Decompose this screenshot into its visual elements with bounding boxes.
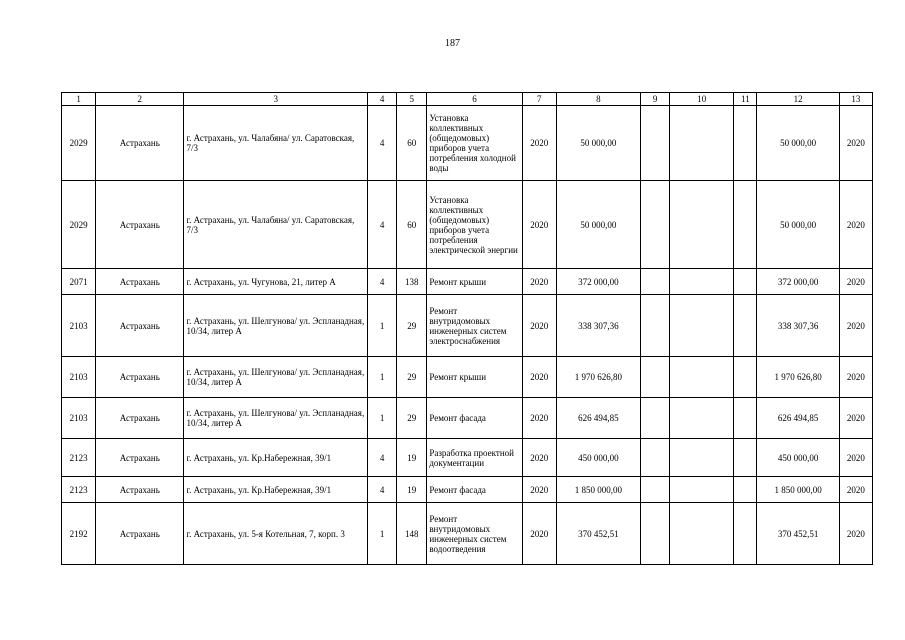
- year-cell: 2020: [522, 503, 556, 565]
- material-cell: 1: [368, 357, 397, 398]
- col9-cell: [641, 357, 670, 398]
- work-type-cell: Ремонт внутридомовых инженерных систем водоотведения: [427, 503, 522, 565]
- cost-cell: 1 970 626,80: [556, 357, 640, 398]
- year-cell: 2020: [522, 439, 556, 477]
- material-cell: 1: [368, 398, 397, 439]
- cost-cell: 50 000,00: [556, 106, 640, 181]
- deadline-cell: 2020: [839, 398, 872, 439]
- floors-cell: 29: [397, 357, 427, 398]
- col10-cell: [670, 398, 734, 439]
- total-cost-cell: 450 000,00: [757, 439, 839, 477]
- table-row: [62, 295, 873, 357]
- col9-cell: [641, 181, 670, 269]
- year-cell: 2020: [522, 357, 556, 398]
- cost-cell: 450 000,00: [556, 439, 640, 477]
- record-id-cell: 2103: [62, 357, 96, 398]
- material-cell: 4: [368, 269, 397, 295]
- locality-cell: Астрахань: [96, 477, 184, 503]
- deadline-cell: 2020: [839, 181, 872, 269]
- register-table: [61, 92, 873, 565]
- address-cell: г. Астрахань, ул. Шелгунова/ ул. Эспланадная, 10/34, литер А: [184, 398, 368, 439]
- table-row: [62, 398, 873, 439]
- col10-cell: [670, 106, 734, 181]
- record-id-cell: 2029: [62, 181, 96, 269]
- total-cost-cell: 370 452,51: [757, 503, 839, 565]
- cost-cell: 50 000,00: [556, 181, 640, 269]
- col11-cell: [734, 295, 757, 357]
- col9-cell: [641, 398, 670, 439]
- work-type-cell: Установка коллективных (общедомовых) приборов учета потребления холодной воды: [427, 106, 522, 181]
- address-cell: г. Астрахань, ул. Кр.Набережная, 39/1: [184, 477, 368, 503]
- work-type-cell: Ремонт фасада: [427, 477, 522, 503]
- year-cell: 2020: [522, 181, 556, 269]
- record-id-cell: 2029: [62, 106, 96, 181]
- deadline-cell: 2020: [839, 106, 872, 181]
- record-id-cell: 2123: [62, 477, 96, 503]
- record-id-cell: 2071: [62, 269, 96, 295]
- column-header: 2: [96, 93, 184, 106]
- col11-cell: [734, 181, 757, 269]
- column-header: 10: [670, 93, 734, 106]
- deadline-cell: 2020: [839, 439, 872, 477]
- table-row: [62, 439, 873, 477]
- material-cell: 4: [368, 181, 397, 269]
- locality-cell: Астрахань: [96, 181, 184, 269]
- locality-cell: Астрахань: [96, 106, 184, 181]
- col9-cell: [641, 439, 670, 477]
- table-row: [62, 181, 873, 269]
- floors-cell: 148: [397, 503, 427, 565]
- year-cell: 2020: [522, 106, 556, 181]
- col11-cell: [734, 269, 757, 295]
- locality-cell: Астрахань: [96, 295, 184, 357]
- address-cell: г. Астрахань, ул. Шелгунова/ ул. Эспланадная, 10/34, литер А: [184, 357, 368, 398]
- cost-cell: 626 494,85: [556, 398, 640, 439]
- work-type-cell: Ремонт фасада: [427, 398, 522, 439]
- floors-cell: 138: [397, 269, 427, 295]
- material-cell: 1: [368, 295, 397, 357]
- locality-cell: Астрахань: [96, 357, 184, 398]
- page-number: 187: [445, 38, 460, 49]
- table-header: [62, 93, 873, 106]
- record-id-cell: 2123: [62, 439, 96, 477]
- address-cell: г. Астрахань, ул. Шелгунова/ ул. Эспланадная, 10/34, литер А: [184, 295, 368, 357]
- column-header: 8: [556, 93, 640, 106]
- total-cost-cell: 1 970 626,80: [757, 357, 839, 398]
- material-cell: 1: [368, 503, 397, 565]
- address-cell: г. Астрахань, ул. Чалабяна/ ул. Саратовская, 7/3: [184, 106, 368, 181]
- floors-cell: 29: [397, 295, 427, 357]
- year-cell: 2020: [522, 398, 556, 439]
- column-header: 6: [427, 93, 522, 106]
- col10-cell: [670, 477, 734, 503]
- header-row: [62, 93, 873, 106]
- column-header: 13: [839, 93, 872, 106]
- col11-cell: [734, 398, 757, 439]
- material-cell: 4: [368, 439, 397, 477]
- cost-cell: 372 000,00: [556, 269, 640, 295]
- column-header: 5: [397, 93, 427, 106]
- col11-cell: [734, 477, 757, 503]
- total-cost-cell: 626 494,85: [757, 398, 839, 439]
- total-cost-cell: 50 000,00: [757, 181, 839, 269]
- table-row: [62, 357, 873, 398]
- table-row: [62, 269, 873, 295]
- work-type-cell: Ремонт внутридомовых инженерных систем электроснабжения: [427, 295, 522, 357]
- column-header: 4: [368, 93, 397, 106]
- total-cost-cell: 50 000,00: [757, 106, 839, 181]
- col9-cell: [641, 295, 670, 357]
- total-cost-cell: 1 850 000,00: [757, 477, 839, 503]
- col10-cell: [670, 295, 734, 357]
- cost-cell: 338 307,36: [556, 295, 640, 357]
- col11-cell: [734, 503, 757, 565]
- col9-cell: [641, 106, 670, 181]
- col9-cell: [641, 269, 670, 295]
- material-cell: 4: [368, 106, 397, 181]
- record-id-cell: 2192: [62, 503, 96, 565]
- address-cell: г. Астрахань, ул. Кр.Набережная, 39/1: [184, 439, 368, 477]
- locality-cell: Астрахань: [96, 398, 184, 439]
- locality-cell: Астрахань: [96, 503, 184, 565]
- locality-cell: Астрахань: [96, 269, 184, 295]
- deadline-cell: 2020: [839, 269, 872, 295]
- address-cell: г. Астрахань, ул. Чалабяна/ ул. Саратовская, 7/3: [184, 181, 368, 269]
- col10-cell: [670, 269, 734, 295]
- deadline-cell: 2020: [839, 295, 872, 357]
- table-row: [62, 477, 873, 503]
- address-cell: г. Астрахань, ул. Чугунова, 21, литер А: [184, 269, 368, 295]
- work-type-cell: Ремонт крыши: [427, 357, 522, 398]
- total-cost-cell: 338 307,36: [757, 295, 839, 357]
- total-cost-cell: 372 000,00: [757, 269, 839, 295]
- locality-cell: Астрахань: [96, 439, 184, 477]
- floors-cell: 19: [397, 439, 427, 477]
- floors-cell: 60: [397, 181, 427, 269]
- year-cell: 2020: [522, 295, 556, 357]
- deadline-cell: 2020: [839, 477, 872, 503]
- work-type-cell: Разработка проектной документации: [427, 439, 522, 477]
- column-header: 12: [757, 93, 839, 106]
- deadline-cell: 2020: [839, 357, 872, 398]
- floors-cell: 60: [397, 106, 427, 181]
- work-type-cell: Установка коллективных (общедомовых) приборов учета потребления электрической энергии: [427, 181, 522, 269]
- col9-cell: [641, 503, 670, 565]
- deadline-cell: 2020: [839, 503, 872, 565]
- year-cell: 2020: [522, 477, 556, 503]
- table-row: [62, 503, 873, 565]
- cost-cell: 370 452,51: [556, 503, 640, 565]
- col11-cell: [734, 357, 757, 398]
- column-header: 3: [184, 93, 368, 106]
- year-cell: 2020: [522, 269, 556, 295]
- column-header: 7: [522, 93, 556, 106]
- work-type-cell: Ремонт крыши: [427, 269, 522, 295]
- table-body: [62, 106, 873, 565]
- col10-cell: [670, 439, 734, 477]
- floors-cell: 19: [397, 477, 427, 503]
- cost-cell: 1 850 000,00: [556, 477, 640, 503]
- col10-cell: [670, 181, 734, 269]
- column-header: 9: [641, 93, 670, 106]
- col10-cell: [670, 357, 734, 398]
- column-header: 1: [62, 93, 96, 106]
- table-row: [62, 106, 873, 181]
- material-cell: 4: [368, 477, 397, 503]
- record-id-cell: 2103: [62, 398, 96, 439]
- column-header: 11: [734, 93, 757, 106]
- record-id-cell: 2103: [62, 295, 96, 357]
- col11-cell: [734, 106, 757, 181]
- col10-cell: [670, 503, 734, 565]
- col11-cell: [734, 439, 757, 477]
- col9-cell: [641, 477, 670, 503]
- address-cell: г. Астрахань, ул. 5-я Котельная, 7, корп. 3: [184, 503, 368, 565]
- floors-cell: 29: [397, 398, 427, 439]
